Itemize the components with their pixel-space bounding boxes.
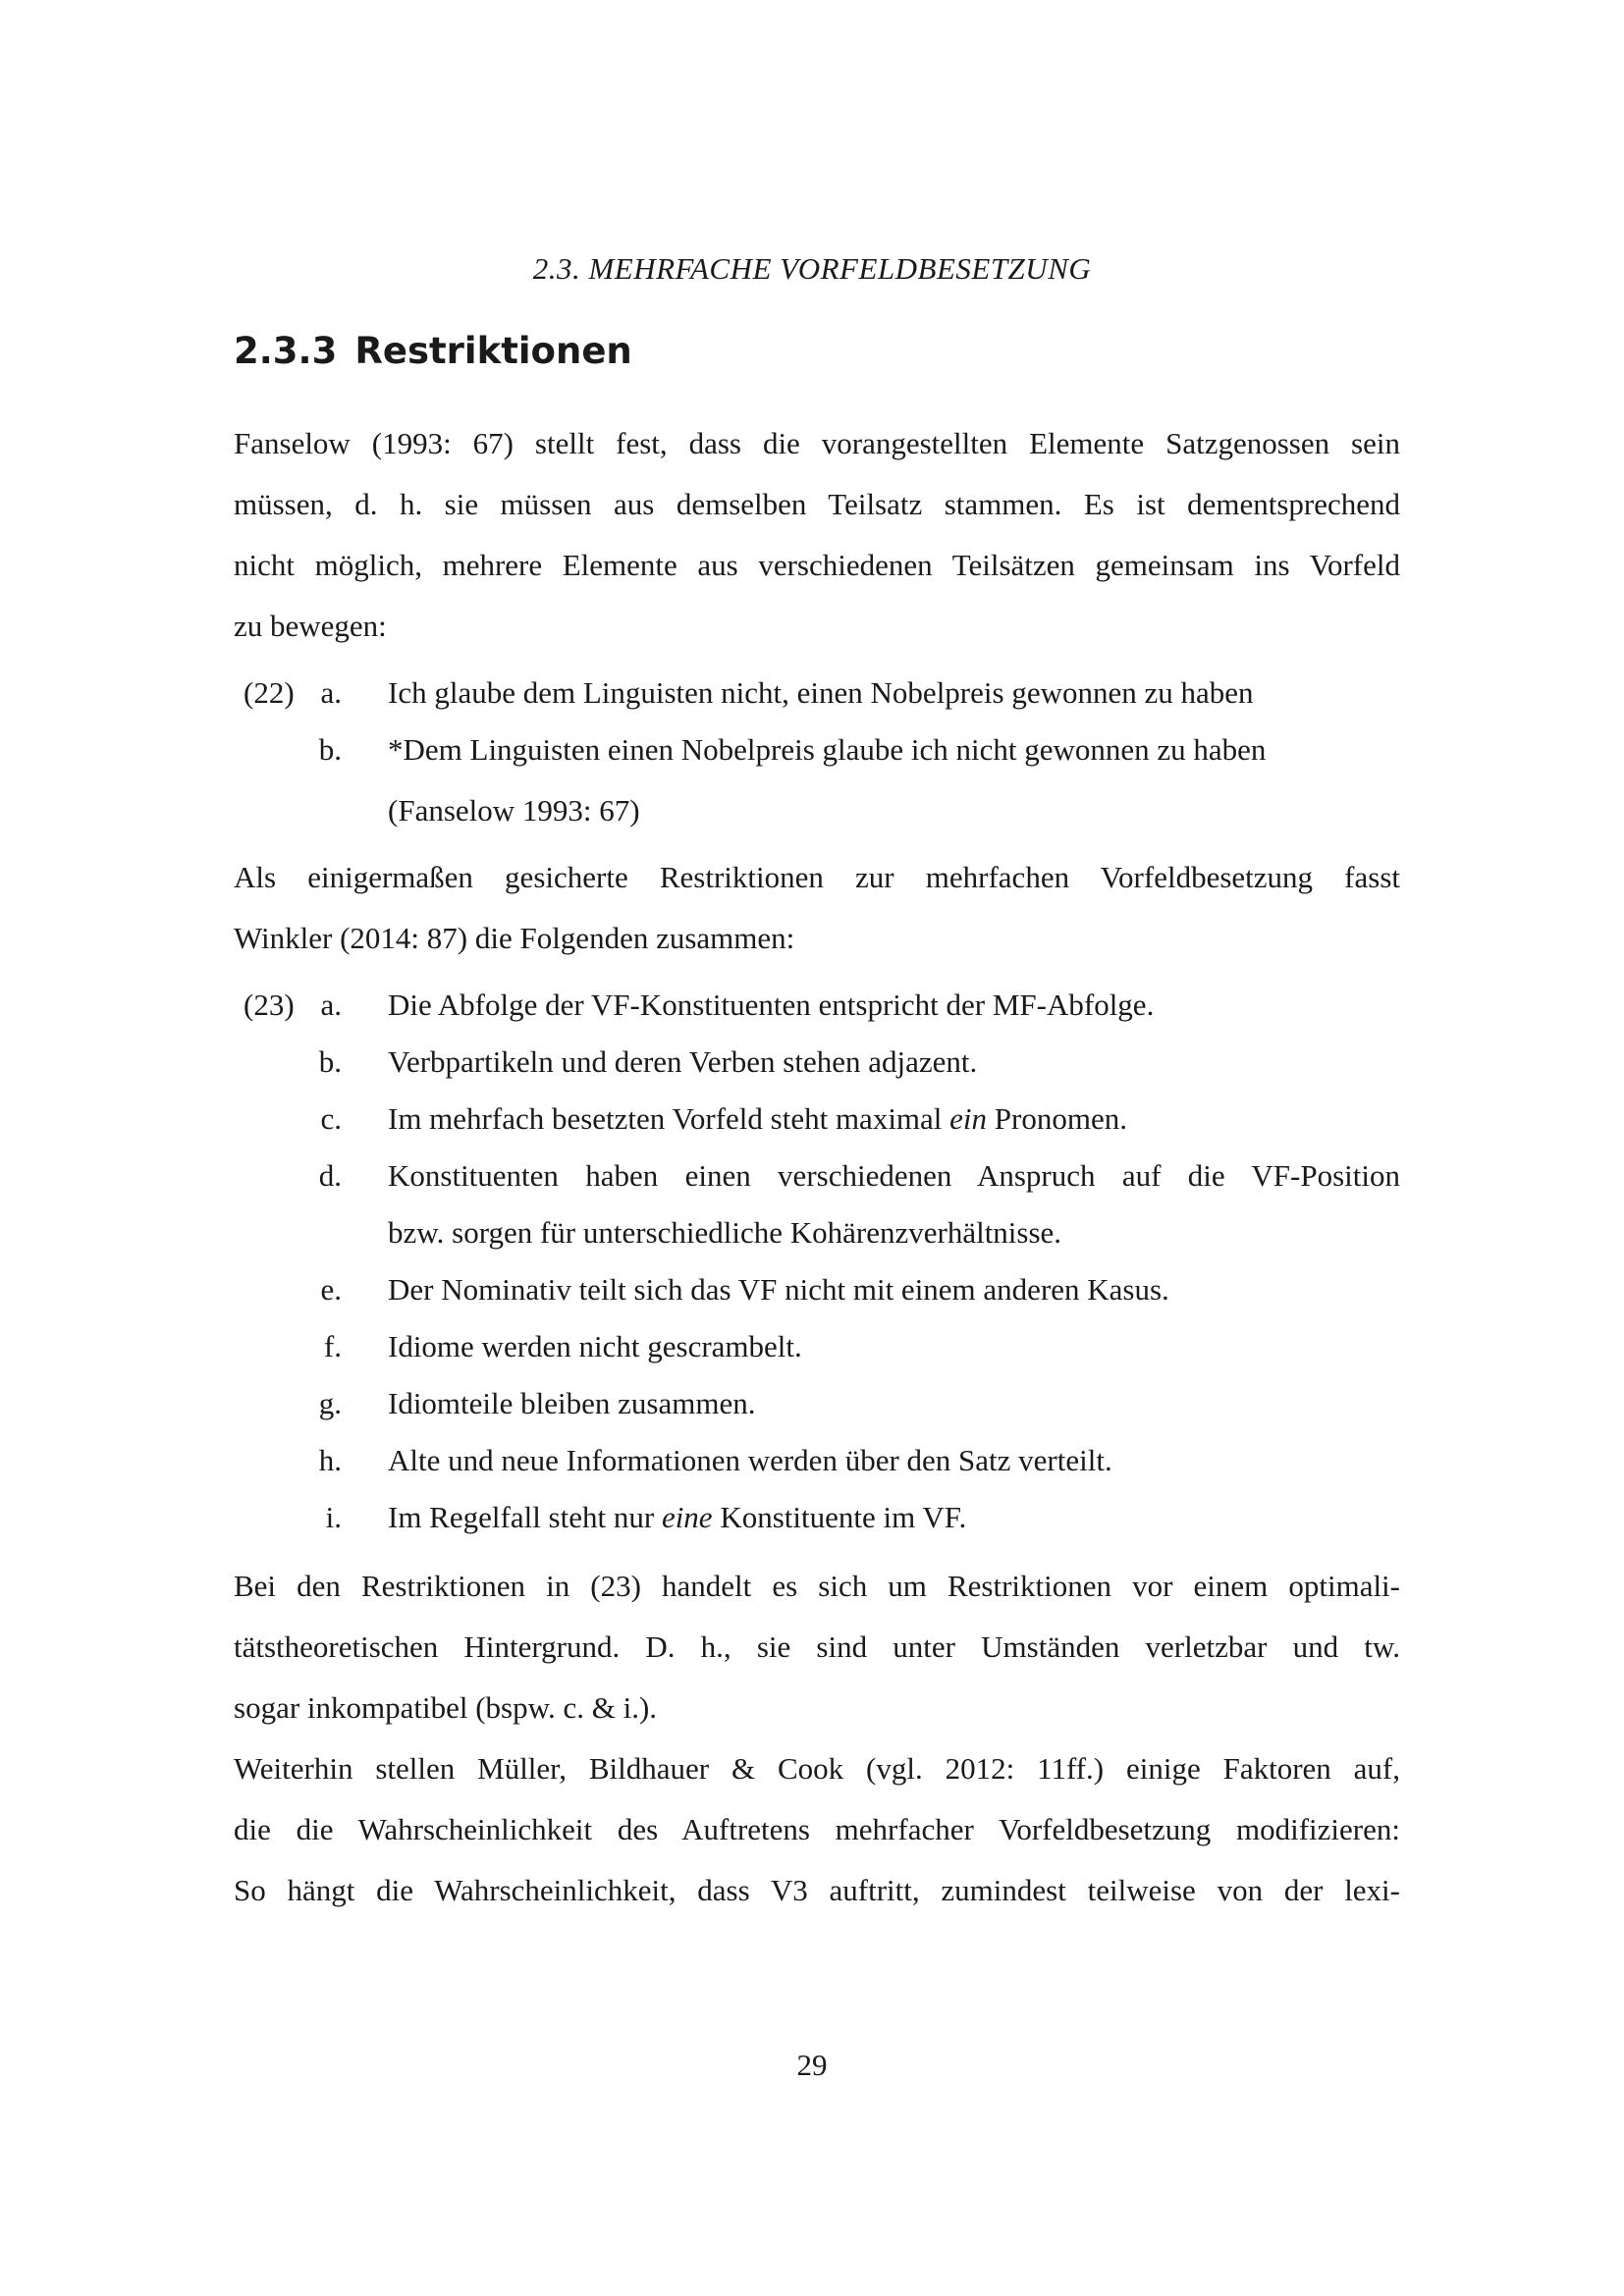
- example-item-text: Idiomteile bleiben zusammen.: [388, 1386, 756, 1420]
- example-item-text: Konstituenten haben einen verschiedenen Anspruch auf die VF-Position: [388, 1158, 1400, 1193]
- text-run: Im mehrfach besetzten Vorfeld steht maximal: [388, 1101, 950, 1136]
- text-run: Pronomen.: [987, 1101, 1127, 1136]
- section-number: 2.3.3: [234, 330, 338, 372]
- page-number: 29: [796, 2048, 828, 2082]
- example-item-label: c.: [320, 1101, 342, 1136]
- running-head: 2.3. MEHRFACHE VORFELDBESETZUNG: [532, 251, 1092, 286]
- paragraph-line: Winkler (2014: 87) die Folgenden zusammen:: [234, 921, 795, 955]
- paragraph-line: Weiterhin stellen Müller, Bildhauer & Cook (vgl. 2012: 11ff.) einige Faktoren auf,: [234, 1751, 1400, 1786]
- example-number: (23): [244, 988, 295, 1022]
- example-item-text: *Dem Linguisten einen Nobelpreis glaube ich nicht gewonnen zu haben: [388, 732, 1267, 767]
- example-number: (22): [244, 675, 295, 710]
- emphasis: eine: [661, 1500, 713, 1534]
- emphasis: ein: [949, 1101, 988, 1136]
- section-heading: [234, 330, 632, 372]
- paragraph-line: sogar inkompatibel (bspw. c. & i.).: [234, 1690, 658, 1725]
- paragraph-line: Als einigermaßen gesicherte Restriktionen zur mehrfachen Vorfeldbesetzung fasst: [234, 860, 1400, 894]
- example-item-text: [388, 1498, 966, 1537]
- example-item-label: a.: [320, 675, 342, 710]
- example-source: (Fanselow 1993: 67): [388, 793, 640, 828]
- section-title: Restriktionen: [354, 330, 632, 372]
- example-item-label: d.: [318, 1158, 342, 1193]
- example-item-label: b.: [318, 732, 342, 767]
- text-run: Im Regelfall steht nur: [388, 1500, 662, 1534]
- text-run: Konstituente im VF.: [712, 1500, 967, 1534]
- paragraph-line: zu bewegen:: [234, 609, 387, 643]
- paragraph-line: nicht möglich, mehrere Elemente aus verschiedenen Teilsätzen gemeinsam ins Vorfeld: [234, 548, 1400, 582]
- example-item-text: Alte und neue Informationen werden über den Satz verteilt.: [388, 1443, 1112, 1477]
- example-item-label: h.: [318, 1443, 342, 1477]
- paragraph-line: Fanselow (1993: 67) stellt fest, dass die vorangestellten Elemente Satzgenossen sein: [234, 426, 1400, 460]
- example-item-text: Verbpartikeln und deren Verben stehen adjazent.: [388, 1044, 978, 1079]
- paragraph-line: tätstheoretischen Hintergrund. D. h., sie sind unter Umständen verletzbar und tw.: [234, 1629, 1400, 1664]
- example-item-text: Die Abfolge der VF-Konstituenten entspricht der MF-Abfolge.: [388, 988, 1155, 1022]
- example-item-label: a.: [320, 988, 342, 1022]
- example-item-text: [388, 1099, 1127, 1139]
- paragraph-line: Bei den Restriktionen in (23) handelt es sich um Restriktionen vor einem optimali-: [234, 1569, 1400, 1603]
- example-item-text: Der Nominativ teilt sich das VF nicht mit einem anderen Kasus.: [388, 1272, 1169, 1307]
- example-item-label: i.: [325, 1500, 342, 1534]
- paragraph-line: die die Wahrscheinlichkeit des Auftretens mehrfacher Vorfeldbesetzung modifizieren:: [234, 1812, 1400, 1846]
- paragraph-line: So hängt die Wahrscheinlichkeit, dass V3 auftritt, zumindest teilweise von der lexi-: [234, 1873, 1400, 1907]
- example-item-text: Idiome werden nicht gescrambelt.: [388, 1329, 802, 1363]
- paragraph-line: müssen, d. h. sie müssen aus demselben Teilsatz stammen. Es ist dementsprechend: [234, 487, 1400, 521]
- example-item-label: g.: [318, 1386, 342, 1420]
- example-item-label: f.: [323, 1329, 342, 1363]
- example-item-label: b.: [318, 1044, 342, 1079]
- example-item-label: e.: [320, 1272, 342, 1307]
- example-item-text: Ich glaube dem Linguisten nicht, einen Nobelpreis gewonnen zu haben: [388, 675, 1254, 710]
- example-item-text: bzw. sorgen für unterschiedliche Kohärenzverhältnisse.: [388, 1215, 1062, 1250]
